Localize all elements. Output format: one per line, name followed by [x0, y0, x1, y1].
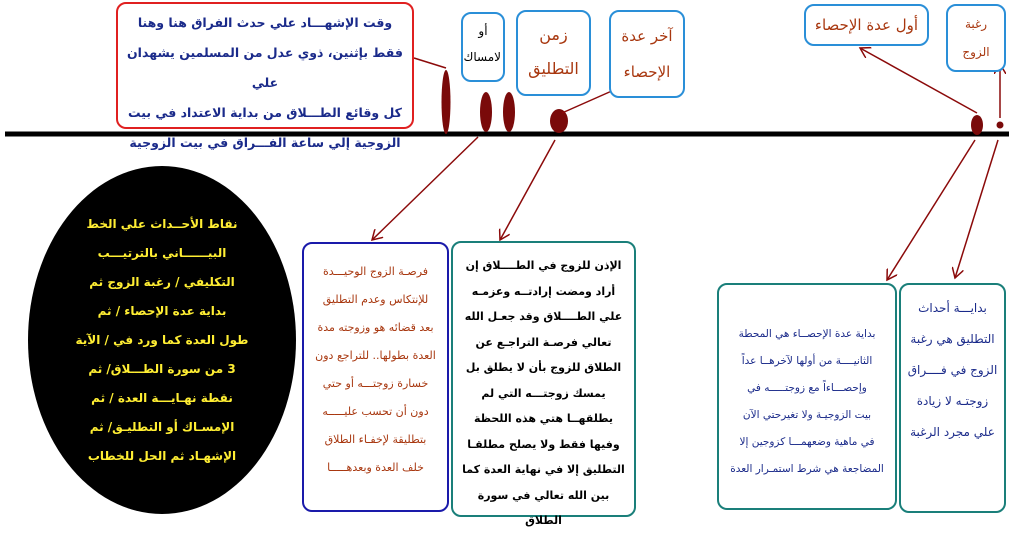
akhir-idda-box	[609, 10, 685, 98]
akhir-idda-label: آخر عدة الإحصاء	[621, 27, 673, 81]
summary-ellipse	[28, 166, 296, 514]
raghba-box	[946, 4, 1006, 72]
ishhad-text: وقت الإشهـــاد علي حدث الفراق هنا وهنا فقط بإثنين، ذوي عدل من المسلمين يشهدان علي كل وقائع الطـــلاق من بداية الاعتداد في بيت الزوجية إلي ساعة الفـــراق في بيت الزوجية	[127, 15, 403, 150]
teal-right-text-2: بدايـــة أحداث التطليق هي رغبة الزوج في فــــراق زوجتـه لا زيادة علي مجرد الرغبة	[907, 301, 998, 439]
arrow-to-teal-middle	[500, 140, 555, 240]
marker-imsak	[480, 92, 492, 132]
marker-ishhad	[442, 70, 451, 134]
teal-right-text-1: بداية عدة الإحصــاء هي المحطة الثانيــــة من أولها لآخرهــا عداً وإحصـــاءاً مع زوجتـــــه في بيت الزوجيـة ولا تغيرحتي الآن في ماهية وضعهمـــا كزوجين إلا المضاجعة هي شرط استمـرار العدة	[730, 328, 884, 475]
raghba-label: رغبة الزوج	[962, 17, 990, 59]
arrow-to-teal-right-1	[887, 140, 975, 280]
blue-explanation-text: فرصـة الزوج الوحيـــدة للإنتكاس وعدم التطليق بعد قضائه هو وزوجته مدة العدة بطولها.. للتراجع دون خسارة زوجتـــه أو حتي دون أن تحسب عليـــــه بتطليقة لإخفـاء الطلاق خلف العدة وبعدهـــــا	[315, 265, 436, 474]
blue-explanation-box	[302, 242, 449, 512]
tatliq-time-box	[516, 10, 591, 96]
teal-middle-box	[451, 241, 636, 527]
summary-text: نقاط الأحــداث علي الخط البيــــــاني بالترتيـــب التكليفي / رغبة الزوج ثم بداية عدة الإحصاء / ثم طول العدة كما ورد في / الآية 3 من سورة الطـــلاق/ ثم نقطة نهـايـــة العدة / ثم الإمسـاك أو التطليـق/ ثم الإشهـاد ثم الحل للخطاب	[75, 217, 249, 463]
awwal-idda-label: أول عدة الإحصاء	[814, 16, 919, 34]
amsak-label: أو لامساك	[463, 24, 501, 64]
marker-awwal-idda	[971, 115, 983, 135]
teal-right-box-2	[899, 283, 1006, 513]
marker-raghba	[997, 122, 1004, 129]
connector-ishhad	[414, 58, 446, 68]
amsak-box	[461, 12, 505, 82]
marker-akhir-idda	[550, 109, 568, 133]
awwal-idda-box	[804, 4, 929, 46]
teal-right-box-1	[717, 283, 897, 510]
tatliq-time-label: زمن التطليق	[528, 25, 579, 78]
teal-middle-text: الإذن للزوج في الطــــلاق إن أراد ومضت إرادتــه وعزمـه علي الطــــلاق وقد جعـل الله تعالي فرصـة التراجـع عن الطلاق للزوج بأن لا يطلق بل يمسك زوجتـــه التي لم يطلقهــا هتي هذه اللحظة وفيها فقط ولا يصلح مطلقـا التطليق إلا في نهاية العدة كما بين الله تعالي في سورة الطلاق	[462, 259, 625, 527]
marker-tatliq	[503, 92, 515, 132]
top-red-box	[116, 2, 414, 150]
